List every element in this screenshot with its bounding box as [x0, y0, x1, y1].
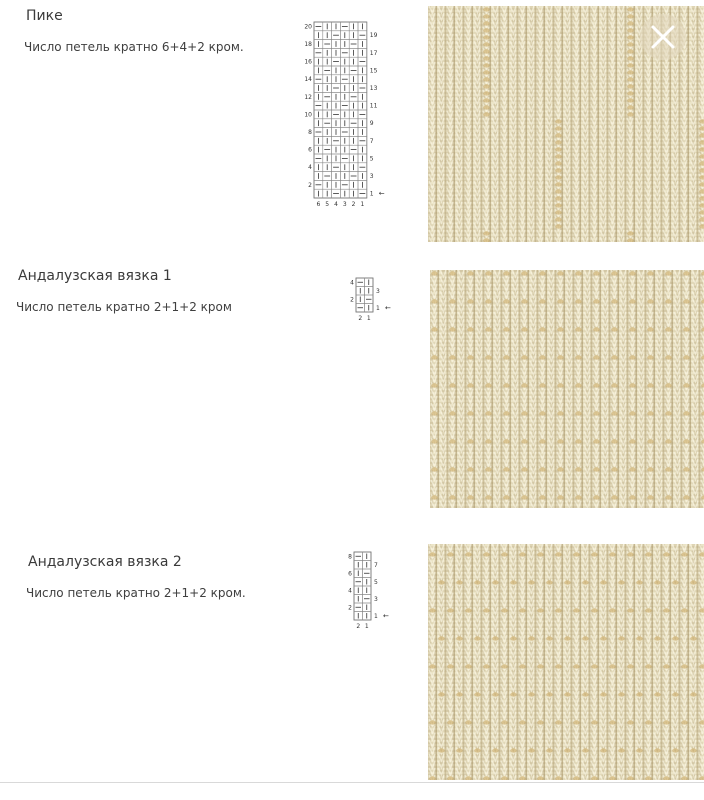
close-button[interactable]: [640, 14, 686, 60]
stitch-chart: [342, 274, 402, 330]
row-label: 3: [374, 595, 378, 603]
row-label: 6: [308, 146, 312, 154]
row-label: 2: [350, 296, 354, 304]
row-label: 2: [348, 604, 352, 612]
row-label: 18: [304, 41, 312, 48]
section-subtitle: Число петель кратно 6+4+2 кром.: [24, 40, 244, 54]
row-label: 10: [304, 111, 312, 119]
row-label: 8: [308, 129, 312, 136]
direction-arrow: ←: [383, 611, 389, 620]
section-title: Андалузская вязка 1: [18, 268, 172, 284]
row-label: 1: [376, 304, 380, 312]
col-label: 5: [325, 201, 330, 208]
col-label: 2: [358, 315, 363, 322]
row-label: 5: [369, 155, 374, 163]
divider: [0, 782, 704, 783]
row-label: 4: [348, 587, 352, 595]
knit-swatch-photo: [430, 270, 704, 508]
stitch-chart: [296, 18, 396, 228]
row-label: 16: [304, 58, 312, 66]
row-label: 9: [369, 120, 374, 128]
row-label: 11: [369, 102, 378, 110]
section-title: Пике: [26, 8, 63, 24]
direction-arrow: ←: [378, 189, 385, 198]
row-label: 20: [304, 23, 312, 31]
close-icon: [648, 22, 678, 52]
col-label: 4: [334, 201, 338, 208]
section-title: Андалузская вязка 2: [28, 554, 182, 570]
row-label: 7: [369, 137, 374, 145]
row-label: 3: [376, 287, 380, 295]
row-label: 1: [374, 612, 378, 620]
stitch-chart: [340, 548, 400, 638]
row-label: 2: [308, 181, 312, 189]
col-label: 2: [351, 201, 356, 208]
row-label: 7: [374, 561, 378, 569]
row-label: 8: [348, 553, 352, 561]
row-label: 5: [374, 578, 378, 586]
direction-arrow: ←: [385, 303, 391, 312]
col-label: 1: [360, 201, 365, 208]
row-label: 15: [369, 67, 378, 75]
col-label: 2: [356, 623, 361, 630]
section-subtitle: Число петель кратно 2+1+2 кром: [16, 300, 232, 314]
knit-swatch-photo: [428, 544, 704, 780]
row-label: 1: [369, 190, 374, 198]
row-label: 17: [369, 49, 378, 57]
col-label: 3: [342, 201, 347, 208]
col-label: 6: [316, 201, 321, 208]
row-label: 13: [369, 85, 378, 92]
row-label: 14: [304, 76, 312, 84]
row-label: 6: [348, 570, 352, 578]
row-label: 4: [308, 164, 312, 172]
row-label: 4: [350, 279, 354, 287]
section-subtitle: Число петель кратно 2+1+2 кром.: [26, 586, 246, 600]
col-label: 1: [366, 315, 371, 322]
col-label: 1: [364, 623, 369, 630]
row-label: 19: [369, 32, 378, 40]
row-label: 12: [304, 93, 312, 101]
row-label: 3: [369, 173, 374, 180]
